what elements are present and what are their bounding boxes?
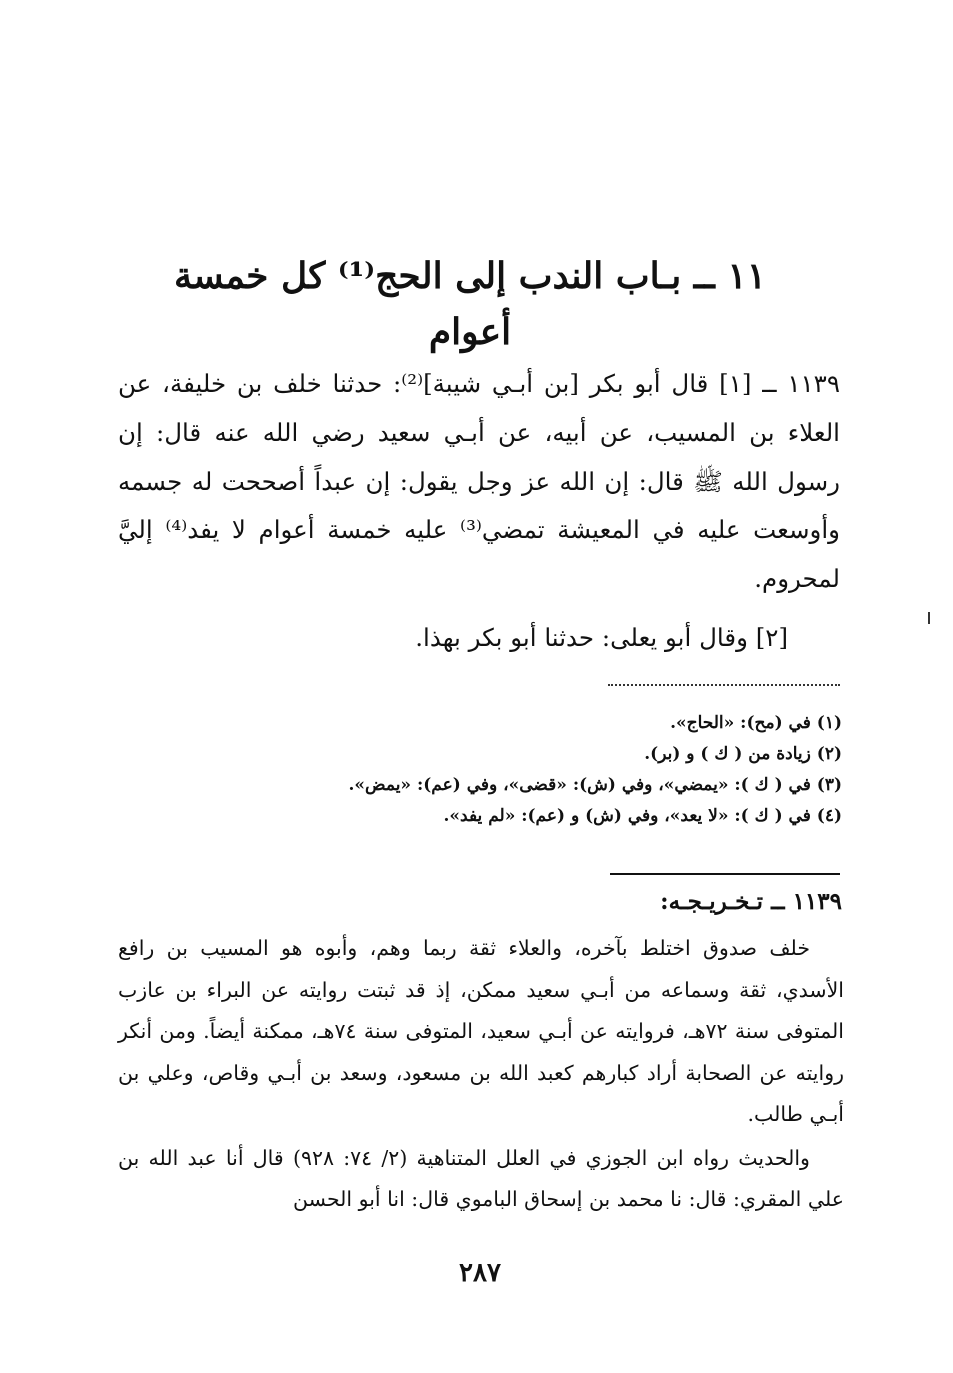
page-number: ٢٨٧ xyxy=(459,1258,501,1288)
takhrij-paragraph-1: خلف صدوق اختلط بآخره، والعلاء ثقة ربما وهم، وأبوه هو المسيب بن رافع الأسدي، ثقة وسماعه من أبـي سعيد ممكن، إذ قد ثبتت روايته عن البراء بن عازب المتوفى سنة ٧٢هـ، فروايته عن أبـي سعيد، المتوفى سنة ٧٤هـ، ممكنة أيضاً. ومن أنكر روايته عن الصحابة أراد كبارهم كعبد الله بن مسعود، وسعد بن أبـي وقاص، وعلي بن أبـي طالب. xyxy=(118,936,845,1126)
second-chain: [٢] وقال أبو يعلى: حدثنا أبو بكر بهذا. xyxy=(415,623,788,652)
footnote-4: (٤) في ( ك ): «لا يعد»، وفي (ش) و (عم): «لم يفد». xyxy=(443,806,842,826)
chapter-title: ١١ ــ بـاب الندب إلى الحج⁽¹⁾ كل خمسة أعوام xyxy=(173,255,767,353)
footnote-1: (١) في (مح): «الحاج». xyxy=(670,713,842,733)
takhrij-heading: ١١٣٩ ــ تـخـريـجـه: xyxy=(660,888,842,915)
footnote-2: (٢) زيادة من ( ك ) و (بر). xyxy=(644,744,842,764)
takhrij-text xyxy=(118,928,844,1223)
footnotes xyxy=(300,708,842,832)
takhrij-paragraph-2: والحديث رواه ابن الجوزي في العلل المتناهية (٢/ ٧٤: ٩٢٨) قال أنا عبد الله بن علي المقري: قال: نا محمد بن إسحاق الباموي قال: انا أبو الحسن xyxy=(118,1145,844,1211)
hadith-text xyxy=(118,360,840,604)
margin-mark xyxy=(928,612,930,624)
footnote-3: (٣) في ( ك ): «يمضي»، وفي (ش): «قضى»، وفي (عم): «يمض». xyxy=(348,775,842,795)
takhrij-rule xyxy=(610,873,840,875)
footnote-separator xyxy=(608,684,840,686)
hadith-paragraph: ١١٣٩ ــ [١] قال أبو بكر [بن أبـي شيبة]⁽²⁾: حدثنا خلف بن خليفة، عن العلاء بن المسيب، عن أبيه، عن أبـي سعيد رضي الله عنه قال: إن رسول الله ﷺ قال: إن الله عز وجل يقول: إن عبداً أصححت له جسمه وأوسعت عليه في المعيشة تمضي⁽³⁾ عليه خمسة أعوام لا يفد⁽⁴⁾ إليَّ لمحروم. xyxy=(118,369,841,594)
